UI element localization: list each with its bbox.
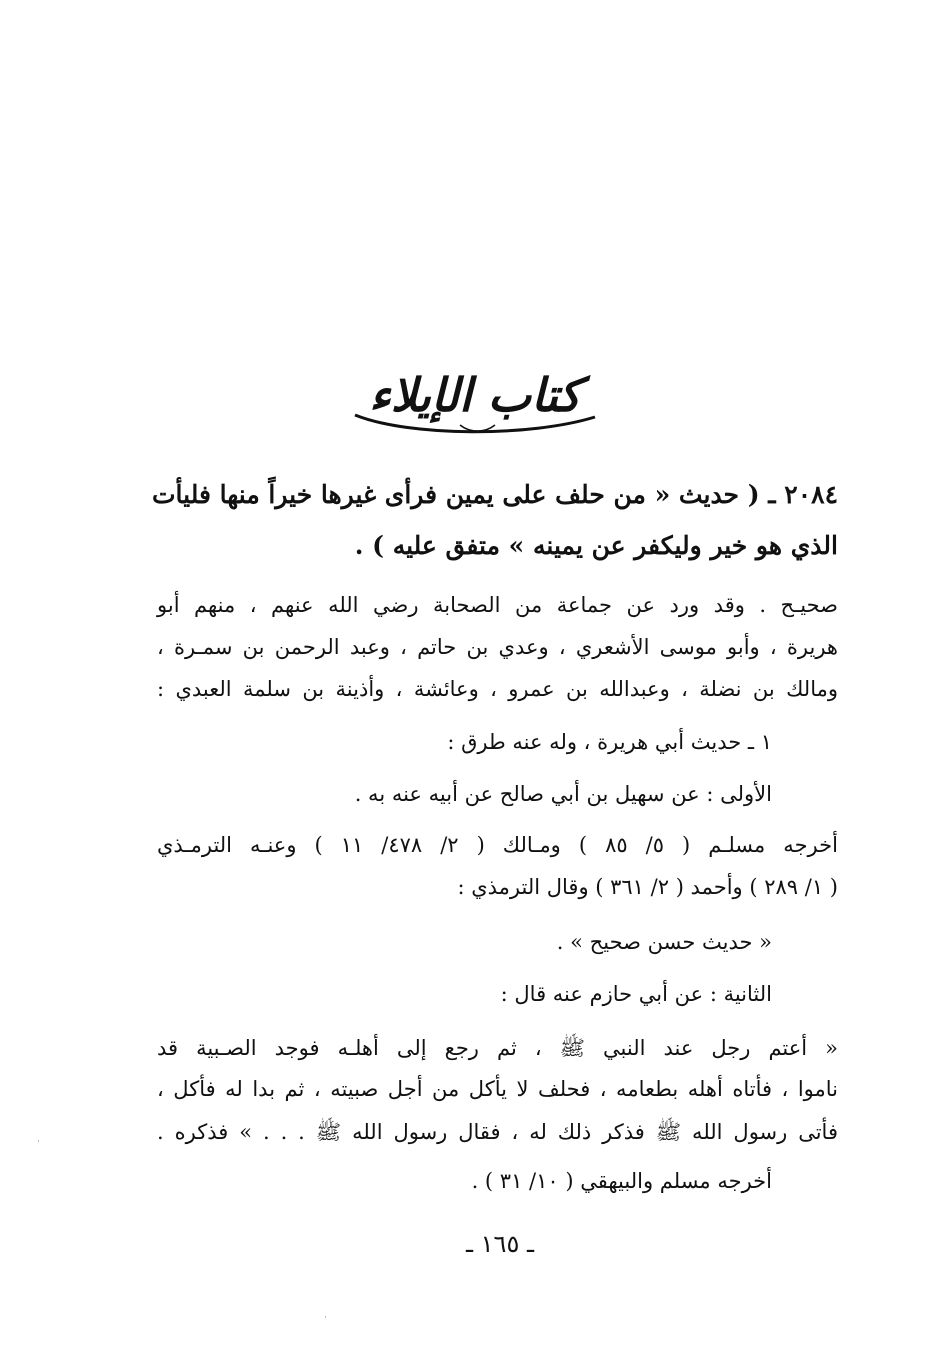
- paragraph-8: أخرجه مسلم والبيهقي ( ١٠/ ٣١ ) .: [471, 1169, 772, 1193]
- scan-speck: [38, 1140, 39, 1142]
- page-number: ـ ١٦٥ ـ: [465, 1230, 534, 1258]
- paragraph-1-line-1: صحيـح . وقد ورد عن جماعة من الصحابة رضي الله عنهم ، منهم أبو: [157, 593, 838, 617]
- paragraph-6: الثانية : عن أبي حازم عنه قال :: [500, 982, 772, 1006]
- paragraph-4-line-2: ( ١/ ٢٨٩ ) وأحمد ( ٢/ ٣٦١ ) وقال الترمذي :: [457, 875, 838, 899]
- hadith-line-2: الذي هو خير وليكفر عن يمينه » متفق عليه ) .: [354, 531, 838, 560]
- paragraph-7-line-2: ناموا ، فأتاه أهله بطعامه ، فحلف لا يأكل من أجل صبيته ، ثم بدا له فأكل ،: [157, 1077, 838, 1101]
- paragraph-2: ١ ـ حديث أبي هريرة ، وله عنه طرق :: [447, 730, 772, 754]
- paragraph-5-quote: « حديث حسن صحيح » .: [556, 930, 772, 954]
- paragraph-7-line-1: « أعتم رجل عند النبي ﷺ ، ثم رجع إلى أهلـه فوجد الصـبية قد: [157, 1036, 838, 1060]
- paragraph-1-line-2: هريرة ، وأبو موسى الأشعري ، وعدي بن حاتم ، وعبد الرحمن بن سمـرة ،: [157, 635, 838, 659]
- paragraph-7-line-3: فأتى رسول الله ﷺ فذكر ذلك له ، فقال رسول الله ﷺ . . . » فذكره .: [157, 1120, 838, 1144]
- paragraph-1-line-3: ومالك بن نضلة ، وعبدالله بن عمرو ، وعائشة ، وأذينة بن سلمة العبدي :: [157, 677, 838, 701]
- chapter-title-calligraphy: [330, 345, 620, 445]
- paragraph-4-line-1: أخرجه مسلـم ( ٥/ ٨٥ ) ومـالك ( ٢/ ٤٧٨/ ١١ ) وعنـه الترمـذي: [157, 833, 838, 857]
- calligraphy-swash-decoration: [350, 407, 600, 437]
- paragraph-3: الأولى : عن سهيل بن أبي صالح عن أبيه عنه به .: [354, 782, 772, 806]
- scan-speck: [325, 1316, 326, 1318]
- chapter-title: كتاب الإيلاء: [369, 368, 581, 422]
- hadith-line-1: ٢٠٨٤ ـ ( حديث « من حلف على يمين فرأى غيرها خيراً منها فليأت: [152, 480, 838, 509]
